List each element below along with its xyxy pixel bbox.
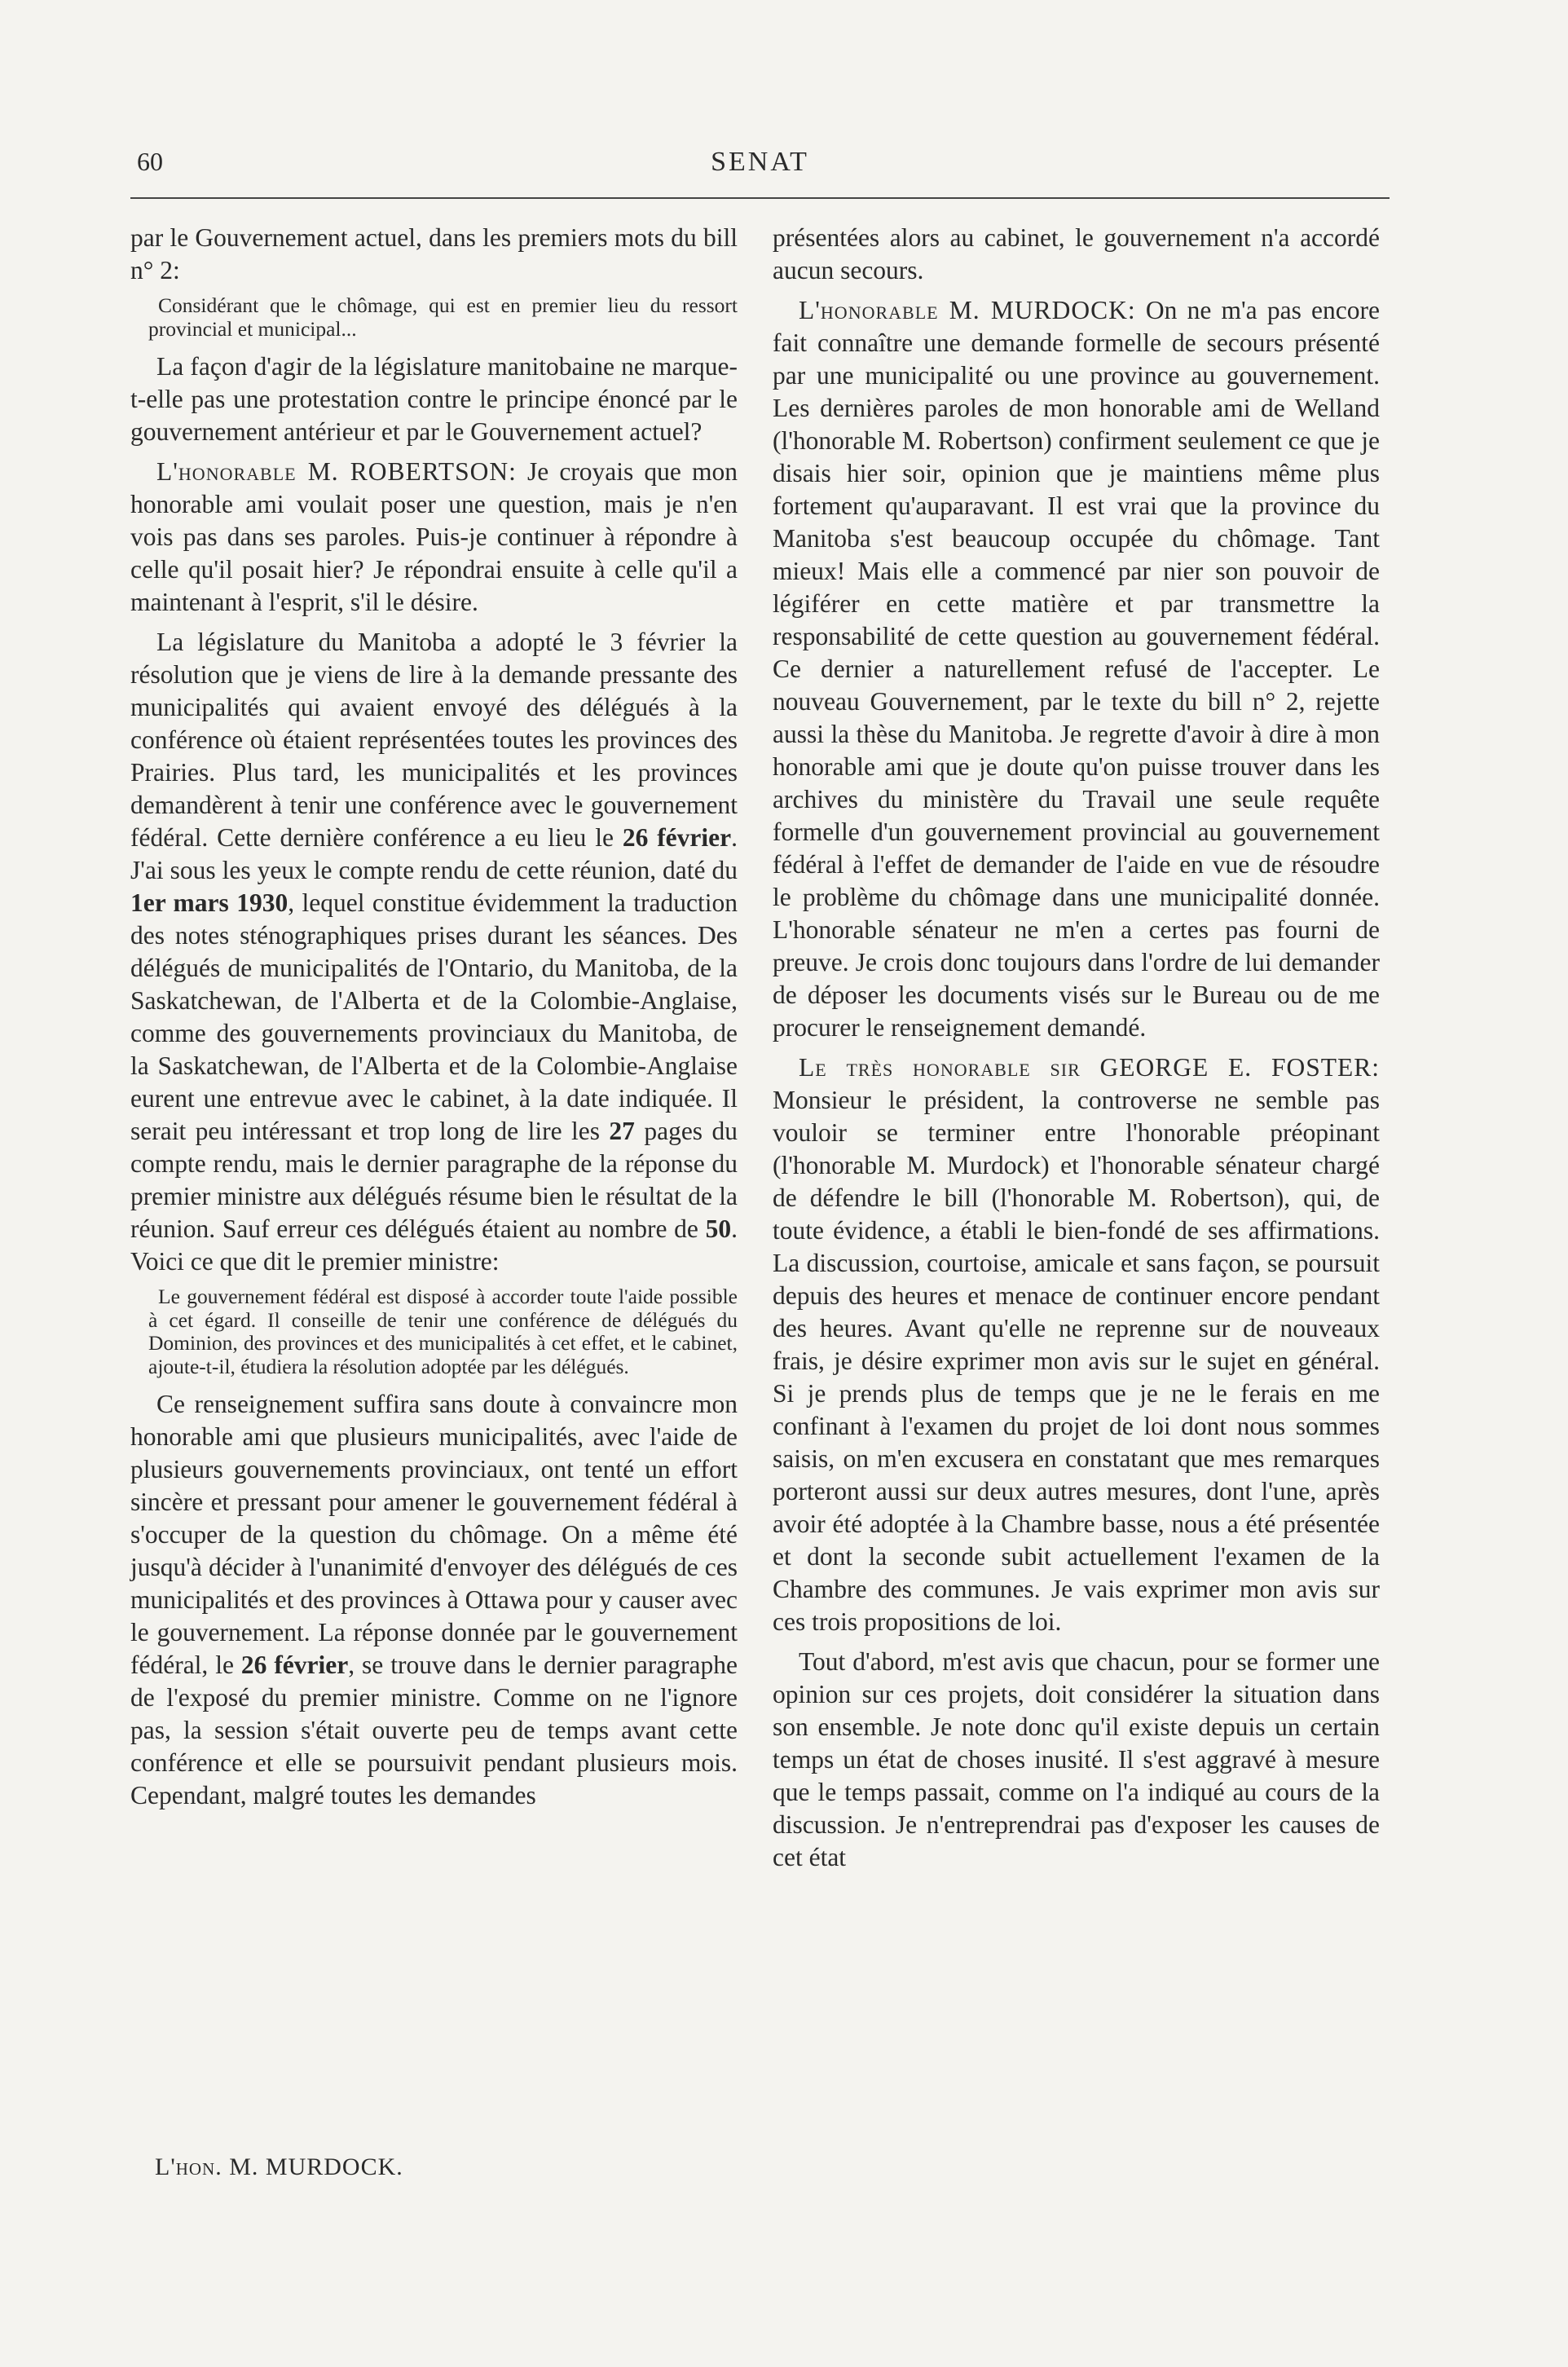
paragraph: Tout d'abord, m'est avis que chacun, pour se former une opinion sur ces projets, doit considérer la situation dans son ensemble. Je note donc qu'il existe depuis un certain temps un état de choses inusité. Il s'est aggravé à mesure que le temps passait, comme on l'a indiqué au cours de la discussion. Je n'entreprendrai pas d'exposer les causes de cet état [773,1647,1380,1871]
paragraph: par le Gouvernement actuel, dans les premiers mots du bill n° 2: [130,223,738,284]
block-quote: Le gouvernement fédéral est disposé à accorder toute l'aide possible à cet égard. Il conseille de tenir une conférence de délégués du Dominion, des provinces et des municipalités à cet effet, et le cabinet, ajoute-t-il, étudiera la résolution adoptée par les délégués. [148,1285,738,1378]
paragraph: La façon d'agir de la législature manitobaine ne marque-t-elle pas une protestation contre le principe énoncé par le gouvernement antérieur et par le Gouvernement actuel? [130,352,738,446]
speech-paragraph [130,456,738,619]
date: 1er mars 1930 [130,888,288,917]
text-run: . Voici ce que dit le premier ministre: [130,1214,738,1276]
text-run: , se trouve dans le dernier paragraphe de l'exposé du premier ministre. Comme on ne l'ignore pas, la session s'était ouverte peu de temps avant cette conférence et elle se poursuivit pendant plusieurs mois. Cependant, malgré toutes les demandes [130,1651,738,1809]
speech-text: Monsieur le président, la controverse ne semble pas vouloir se terminer entre l'honorable préopinant (l'honorable M. Murdock) et l'honorable sénateur chargé de défendre le bill (l'honorable M. Robertson), qui, de toute évidence, a établi le bien-fondé de ses affirmations. La discussion, courtoise, amicale et sans façon, se poursuit depuis des heures et menace de continuer encore pendant des heures. Avant qu'elle ne reprenne sur de nouveaux frais, je désire exprimer mon avis sur le sujet en général. Si je prends plus de temps que je ne le ferais en me confinant à l'examen du projet de loi dont nous sommes saisis, on m'en excusera en constatant que mes remarques porteront aussi sur deux autres mesures, dont l'une, après avoir été adoptée à la Chambre basse, nous a été présentée et dont la seconde subit actuellement l'examen de la Chambre des communes. Je vais exprimer mon avis sur ces trois propositions de loi. [773,1086,1380,1636]
paragraph [130,1388,738,1812]
page-number: 60 [137,147,163,176]
block-quote: Considérant que le chômage, qui est en premier lieu du ressort provincial et municipal... [148,293,738,341]
header-rule [130,197,1390,199]
number: 27 [609,1117,635,1145]
number: 50 [705,1214,732,1243]
speech-paragraph [773,1051,1380,1638]
speaker-name: L'honorable M. MURDOCK: [799,296,1136,324]
left-column [130,222,738,1819]
text-run: , lequel constitue évidemment la traduction des notes sténographiques prises durant les séances. Des délégués de municipalités de l'Ontario, du Manitoba, de la Saskatchewan, de l'Alberta et de la Colombie-Anglaise, comme des gouvernements provinciaux du Manitoba, de la Saskatchewan, de l'Alberta et de la Colombie-Anglaise eurent une entrevue avec le cabinet, à la date indiquée. Il serait peu intéressant et trop long de lire les [130,888,738,1145]
text-run: La législature du Manitoba a adopté le 3 février la résolution que je viens de lire à la demande pressante des municipalités qui avaient envoyé des délégués à la conférence où étaient représentées toutes les provinces des Prairies. Plus tard, les municipalités et les provinces demandèrent à tenir une conférence avec le gouvernement fédéral. Cette dernière conférence a eu lieu le [130,628,738,852]
paragraph [130,626,738,1278]
page-header [130,139,1390,187]
text-run: Ce renseignement suffira sans doute à convaincre mon honorable ami que plusieurs municipalités, avec l'aide de plusieurs gouvernements provinciaux, ont tenté un effort sincère et pressant pour amener le gouvernement fédéral à s'occuper de la question du chômage. On a même été jusqu'à décider à l'unanimité d'envoyer des délégués de ces municipalités et des provinces à Ottawa pour y causer avec le gouvernement. La réponse donnée par le gouvernement fédéral, le [130,1390,738,1679]
speaker-name: Le très honorable sir GEORGE E. FOSTER: [799,1053,1380,1082]
date: 26 février [622,823,732,852]
text-run: . J'ai sous les yeux le compte rendu de cette réunion, daté du [130,823,738,884]
right-column [773,222,1380,1881]
footer-speaker-tag: L'hon. M. MURDOCK. [155,2153,403,2180]
running-title: SENAT [711,147,809,177]
date: 26 février [240,1651,349,1679]
speaker-name: L'honorable M. ROBERTSON: [156,457,517,486]
speech-paragraph [773,294,1380,1044]
speech-text: On ne m'a pas encore fait connaître une demande formelle de secours présenté par une municipalité ou une province au gouvernement. Les dernières paroles de mon honorable ami de Welland (l'honorable M. Robertson) confirment seulement ce que je disais hier soir, opinion que je maintiens même plus fortement qu'auparavant. Il est vrai que la province du Manitoba s'est beaucoup occupée du chômage. Tant mieux! Mais elle a commencé par nier son pouvoir de légiférer en cette matière et par transmettre la responsabilité de cette question au gouvernement fédéral. Ce dernier a naturellement refusé de l'accepter. Le nouveau Gouvernement, par le texte du bill n° 2, rejette aussi la thèse du Manitoba. Je regrette d'avoir à dire à mon honorable ami que je doute qu'on puisse trouver dans les archives du ministère du Travail une seule requête formelle d'un gouvernement provincial au gouvernement fédéral à l'effet de demander de l'aide en vue de résoudre le problème du chômage dans une municipalité donnée. L'honorable sénateur ne m'en a certes pas fourni de preuve. Je crois donc toujours dans l'ordre de lui demander de déposer les documents visés sur le Bureau ou de me procurer le renseignement demandé. [773,296,1380,1042]
text-run: pages du compte rendu, mais le dernier paragraphe de la réponse du premier ministre aux délégués résume bien le résultat de la réunion. Sauf erreur ces délégués étaient au nombre de [130,1117,738,1243]
speech-text: Je croyais que mon honorable ami voulait poser une question, mais je n'en vois pas dans ses paroles. Puis-je continuer à répondre à celle qu'il posait hier? Je répondrai ensuite à celle qu'il a maintenant à l'esprit, s'il le désire. [130,457,738,616]
paragraph: présentées alors au cabinet, le gouvernement n'a accordé aucun secours. [773,223,1380,284]
